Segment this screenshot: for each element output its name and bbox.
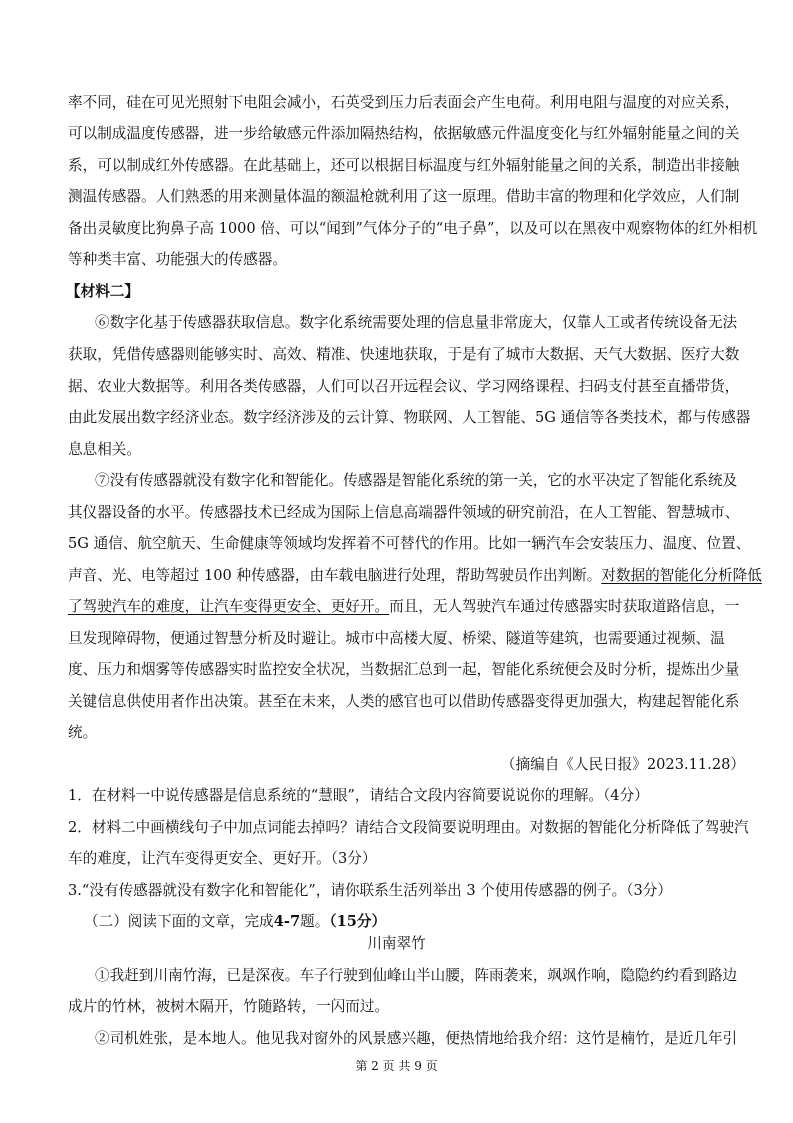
para6-line-1: ⑥数字化基于传感器获取信息。数字化系统需要处理的信息量非常庞大，仅靠人工或者传统设备无法 bbox=[95, 314, 738, 331]
section2-heading bbox=[84, 912, 744, 932]
question-3: 3.“没有传感器就没有数字化和智能化”，请你联系生活列举出 3 个使用传感器的例子。（3分） bbox=[68, 882, 672, 899]
para6-line-5: 息息相关。 bbox=[68, 441, 141, 458]
para7-line-4 bbox=[68, 566, 762, 586]
para7-line-7: 度、压力和烟雾等传感器实时监控安全状况，当数据汇总到一起，智能化系统便会及时分析，提炼出少量 bbox=[68, 661, 740, 678]
para7-line-3: 5G 通信、航空航天、生命健康等领域均发挥着不可替代的作用。比如一辆汽车会安装压力、温度、位置、 bbox=[68, 535, 751, 552]
para7-line-2: 其仪器设备的水平。传感器技术已经成为国际上信息高端器件领域的研究前沿，在人工智能、智慧城市、 bbox=[68, 504, 740, 521]
para6-line-4: 由此发展出数字经济业态。数字经济涉及的云计算、物联网、人工智能、5G 通信等各类技术，都与传感器 bbox=[68, 409, 751, 426]
para7-line-5-text: 而且，无人驾驶汽车通过传感器实时获取道路信息，一 bbox=[389, 598, 740, 615]
para7-line-9: 统。 bbox=[68, 724, 98, 741]
section2-heading-prefix: （二）阅读下面的文章，完成 bbox=[84, 913, 274, 930]
article-p2-line-1: ②司机姓张，是本地人。他见我对窗外的风景感兴趣，便热情地给我介绍：这竹是楠竹，是近几年引 bbox=[95, 1030, 738, 1047]
material1-line-1: 率不同，硅在可见光照射下电阻会减小，石英受到压力后表面会产生电荷。利用电阻与温度的对应关系， bbox=[68, 94, 740, 111]
article-p1-line-1: ①我赶到川南竹海，已是深夜。车子行驶到仙峰山半山腰，阵雨袭来，飒飒作响，隐隐约约看到路边 bbox=[95, 967, 738, 984]
material1-line-4: 测温传感器。人们熟悉的用来测量体温的额温枪就利用了这一原理。借助丰富的物理和化学效应，人们制 bbox=[68, 188, 740, 205]
para7-line-6: 旦发现障碍物，便通过智慧分析及时避让。城市中高楼大厦、桥梁、隧道等建筑，也需要通过视频、温 bbox=[68, 630, 725, 647]
material1-line-3: 系，可以制成红外传感器。在此基础上，还可以根据目标温度与红外辐射能量之间的关系，制造出非接触 bbox=[68, 157, 740, 174]
para7-line-1: ⑦没有传感器就没有数字化和智能化。传感器是智能化系统的第一关，它的水平决定了智能化系统及 bbox=[95, 472, 738, 489]
material1-line-2: 可以制成温度传感器，进一步给敏感元件添加隔热结构，依据敏感元件温度变化与红外辐射能量之间的关 bbox=[68, 125, 740, 142]
section2-heading-mid: 题。 bbox=[300, 913, 330, 930]
material1-line-6: 等种类丰富、功能强大的传感器。 bbox=[68, 251, 287, 268]
material2-heading: 【材料二】 bbox=[66, 283, 139, 300]
para7-line-5 bbox=[68, 597, 740, 617]
page-footer: 第 2 页 共 9 页 bbox=[355, 1059, 438, 1073]
para6-line-3: 据、农业大数据等。利用各类传感器，人们可以召开远程会议、学习网络课程、扫码支付甚至直播带货， bbox=[68, 378, 740, 395]
question-2-line-1: 2．材料二中画横线句子中加点词能去掉吗？请结合文段简要说明理由。对数据的智能化分析降低了驾驶汽 bbox=[68, 819, 749, 836]
section2-heading-score: （15分） bbox=[329, 913, 387, 930]
question-2-line-2: 车的难度，让汽车变得更安全、更好开。（3分） bbox=[68, 850, 377, 867]
underlined-sentence-part-2: 了驾驶汽车的难度，让汽车变得更安全、更好开。 bbox=[68, 598, 390, 615]
para6-line-2: 获取，凭借传感器则能够实时、高效、精准、快速地获取，于是有了城市大数据、天气大数据、医疗大数 bbox=[68, 346, 740, 363]
article-p1-line-2: 成片的竹林，被树木隔开，竹随路转，一闪而过。 bbox=[68, 998, 390, 1015]
underlined-sentence-part-1: 对数据的智能化分析降低 bbox=[601, 567, 762, 584]
question-1: 1．在材料一中说传感器是信息系统的“慧眼”，请结合文段内容简要说说你的理解。（4分） bbox=[68, 787, 649, 804]
para7-line-4-text: 声音、光、电等超过 100 种传感器，由车载电脑进行处理，帮助驾驶员作出判断。 bbox=[68, 567, 602, 584]
section2-heading-range: 4-7 bbox=[273, 913, 301, 930]
material1-line-5: 备出灵敏度比狗鼻子高 1000 倍、可以“闻到”气体分子的“电子鼻”，以及可以在黑夜中观察物体的红外相机 bbox=[68, 220, 758, 237]
article-title: 川南翠竹 bbox=[367, 935, 426, 952]
para7-line-8: 关键信息供使用者作出决策。甚至在未来，人类的感官也可以借助传感器变得更加强大，构建起智能化系 bbox=[68, 693, 740, 710]
source-citation: （摘编自《人民日报》2023.11.28） bbox=[500, 756, 745, 773]
